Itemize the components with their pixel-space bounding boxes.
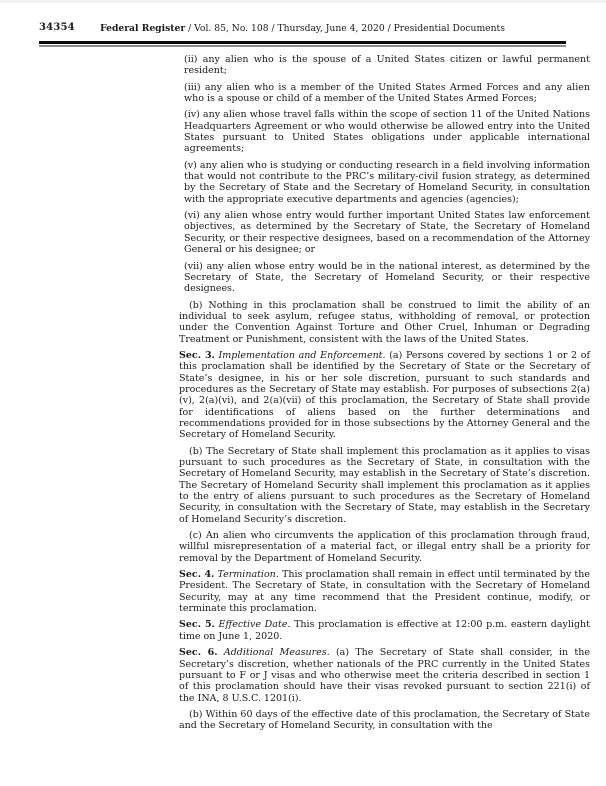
issue-info: / Vol. 85, No. 108 / Thursday, June 4, 2020 / Presidential Documents	[188, 23, 505, 34]
list-item-ii: (ii) any alien who is the spouse of a United States citizen or lawful permanent resident;	[184, 54, 590, 77]
section-6: Sec. 6. Additional Measures. (a) The Secretary of State shall consider, in the Secretary’s discretion, whether nationals of the PRC currently in the United States pursuant to F or J visas and who otherwise meet the criteria described in section 1 of this proclamation should have their visas revoked pursuant to section 221(i) of the INA, 8 U.S.C. 1201(i).	[179, 647, 590, 704]
section-5-label: Sec. 5.	[179, 619, 215, 631]
journal-name: Federal Register	[100, 23, 186, 34]
document-body	[179, 54, 590, 737]
list-item-vii: (vii) any alien whose entry would be in the national interest, as determined by the Secretary of State, the Secretary of Homeland Security, or their respective designees.	[184, 260, 590, 295]
section-5-title: Effective Date.	[218, 619, 291, 631]
page-top-edge	[0, 0, 606, 3]
header-rule-gray	[39, 45, 566, 47]
header-title	[79, 23, 526, 34]
list-item-iii: (iii) any alien who is a member of the United States Armed Forces and any alien who is a spouse or child of a member of the United States Armed Forces;	[184, 81, 590, 105]
running-header	[39, 22, 566, 36]
list-item-v: (v) any alien who is studying or conducting research in a field involving information that would not contribute to the PRC’s military-civil fusion strategy, as determined by the Secretary of State and the Secretary of Homeland Security, in consultation with the appropriate executive departments and agencies (agencies);	[184, 159, 590, 205]
list-item-iv: (iv) any alien whose travel falls within the scope of section 11 of the United Nations Headquarters Agreement or who would otherwise be allowed entry into the United States pursuant to United States obligations under applicable international agreements;	[184, 109, 590, 155]
section-5: Sec. 5. Effective Date. This proclamation is effective at 12:00 p.m. eastern daylight time on June 1, 2020.	[179, 619, 590, 642]
paragraph-3b: (b) The Secretary of State shall implement this proclamation as it applies to visas pursuant to such procedures as the Secretary of State, in consultation with the Secretary of Homeland Security, may establish in the Secretary of State’s discretion. The Secretary of Homeland Security shall implement this proclamation as it applies to the entry of aliens pursuant to such procedures as the Secretary of Homeland Security, in consultation with the Secretary of State, may establish in the Secretary of Homeland Security’s discretion.	[179, 445, 590, 525]
paragraph-2b: (b) Nothing in this proclamation shall be construed to limit the ability of an individual to seek asylum, refugee status, withholding of removal, or protection under the Convention Against Torture and Other Cruel, Inhuman or Degrading Treatment or Punishment, consistent with the laws of the United States.	[179, 299, 590, 345]
section-6-title: Additional Measures.	[223, 647, 330, 659]
section-4-label: Sec. 4.	[179, 569, 215, 581]
paragraph-6b: (b) Within 60 days of the effective date of this proclamation, the Secretary of State and the Secretary of Homeland Security, in consultation with the	[179, 708, 590, 732]
section-6-label: Sec. 6.	[179, 647, 218, 659]
list-item-vi: (vi) any alien whose entry would further important United States law enforcement objectives, as determined by the Secretary of State, the Secretary of Homeland Security, or their respective designees, based on a recommendation of the Attorney General or his designee; or	[184, 210, 590, 256]
section-3-title: Implementation and Enforcement.	[218, 349, 386, 361]
paragraph-3c: (c) An alien who circumvents the application of this proclamation through fraud, willful misrepresentation of a material fact, or illegal entry shall be a priority for removal by the Department of Homeland Security.	[179, 530, 590, 564]
section-3-label: Sec. 3.	[179, 349, 215, 361]
page-number: 34354	[39, 22, 75, 33]
section-3: Sec. 3. Implementation and Enforcement. (a) Persons covered by sections 1 or 2 of this proclamation shall be identified by the Secretary of State or the Secretary of State’s designee, in his or her sole discretion, pursuant to such standards and procedures as the Secretary of State may establish. For purposes of subsections 2(a)(v), 2(a)(vi), and 2(a)(vii) of this proclamation, the Secretary of State shall provide for identifications of aliens based on the further determinations and recommendations provided for in those subsections by the Attorney General and the Secretary of Homeland Security.	[179, 349, 590, 441]
section-4-title: Termination.	[217, 569, 279, 581]
header-rule	[39, 41, 566, 47]
section-4: Sec. 4. Termination. This proclamation shall remain in effect until terminated by the President. The Secretary of State, in consultation with the Secretary of Homeland Security, may at any time recommend that the President continue, modify, or terminate this proclamation.	[179, 569, 590, 615]
